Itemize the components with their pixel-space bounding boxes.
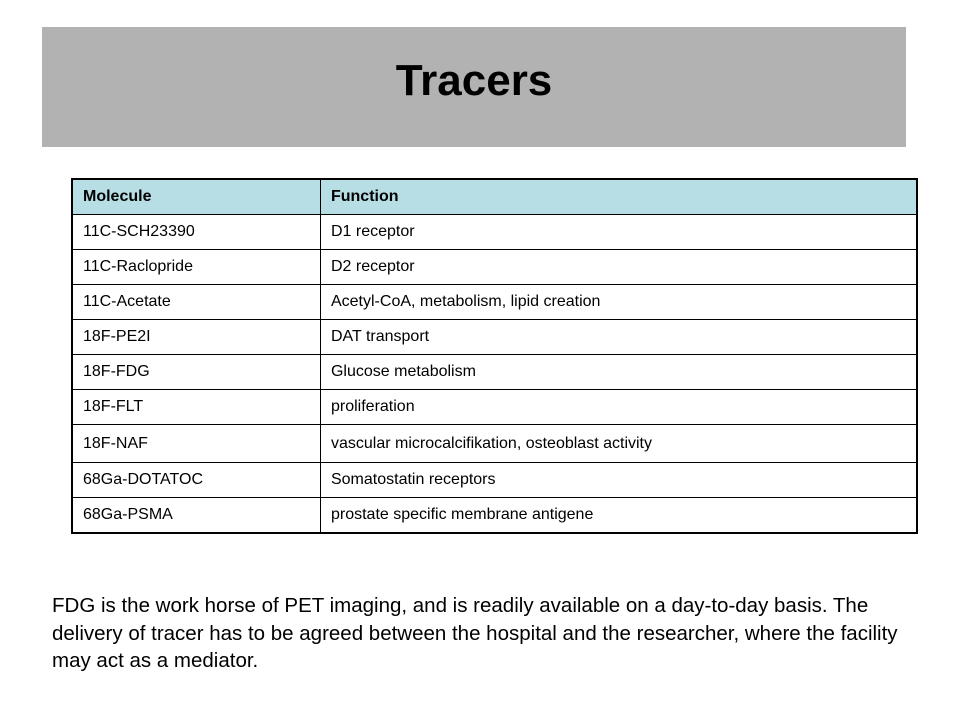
function-cell: Acetyl-CoA, metabolism, lipid creation <box>320 285 917 320</box>
caption-paragraph: FDG is the work horse of PET imaging, and is readily available on a day-to-day basis. The delivery of tracer has to be agreed between the hospital and the researcher, where the facility may act as a mediator. <box>52 594 898 672</box>
function-cell: Somatostatin receptors <box>320 463 917 498</box>
table-row <box>72 285 917 320</box>
function-cell: proliferation <box>320 390 917 425</box>
table-row <box>72 250 917 285</box>
function-cell: D1 receptor <box>320 215 917 250</box>
molecule-cell: 68Ga-PSMA <box>72 498 320 534</box>
table-row <box>72 498 917 534</box>
function-cell: Glucose metabolism <box>320 355 917 390</box>
function-cell: DAT transport <box>320 320 917 355</box>
molecule-cell: 18F-PE2I <box>72 320 320 355</box>
molecule-cell: 18F-FDG <box>72 355 320 390</box>
function-cell: D2 receptor <box>320 250 917 285</box>
table-row <box>72 355 917 390</box>
function-cell: vascular microcalcifikation, osteoblast activity <box>320 425 917 463</box>
title-band <box>42 27 906 147</box>
table-row <box>72 215 917 250</box>
molecule-cell: 68Ga-DOTATOC <box>72 463 320 498</box>
tracers-table <box>71 178 918 534</box>
table-row <box>72 425 917 463</box>
table-row <box>72 463 917 498</box>
molecule-cell: 11C-Raclopride <box>72 250 320 285</box>
column-header-function: Function <box>320 179 917 215</box>
molecule-cell: 18F-FLT <box>72 390 320 425</box>
molecule-cell: 18F-NAF <box>72 425 320 463</box>
function-cell: prostate specific membrane antigene <box>320 498 917 534</box>
column-header-molecule: Molecule <box>72 179 320 215</box>
table-row <box>72 390 917 425</box>
table-header-row <box>72 179 917 215</box>
molecule-cell: 11C-Acetate <box>72 285 320 320</box>
molecule-cell: 11C-SCH23390 <box>72 215 320 250</box>
table-row <box>72 320 917 355</box>
slide-title: Tracers <box>395 56 553 105</box>
